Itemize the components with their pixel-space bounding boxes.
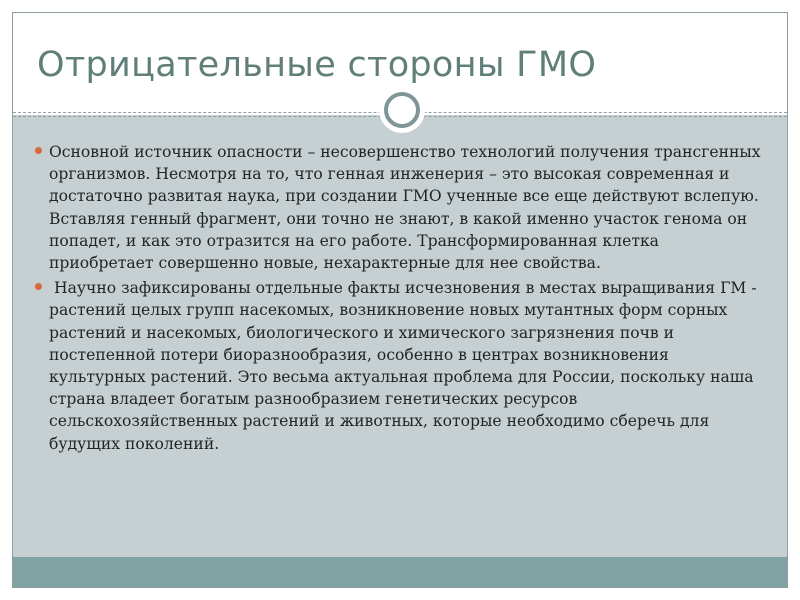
bullet-item (35, 277, 765, 455)
circle-ring-icon (379, 87, 425, 133)
circle-ring-inner (384, 92, 420, 128)
footer-band (13, 557, 787, 587)
bullet-dot-icon (35, 147, 42, 154)
bullet-list (35, 141, 765, 458)
slide-frame (12, 12, 788, 588)
bullet-text: Основной источник опасности – несовершенство технологий получения трансгенных организмов. Несмотря на то, что генная инженерия – это высокая современная и достаточно развитая наука, при создании ГМО ученные все еще действуют вслепую. Вставляя генный фрагмент, они точно не знают, в какой именно участок генома он попадет, и как это отразится на его работе. Трансформированная клетка приобретает совершенно новые, нехарактерные для нее свойства. (49, 143, 766, 273)
bullet-text: Научно зафиксированы отдельные факты исчезновения в местах выращивания ГМ - растений целых групп насекомых, возникновение новых мутантных форм сорных растений и насекомых, биологического и химического загрязнения почв и постепенной потери биоразнообразия, особенно в центрах возникновения культурных растений. Это весьма актуальная проблема для России, поскольку наша страна владеет богатым разнообразием генетических ресурсов сельскохозяйственных растений и животных, которые необходимо сберечь для будущих поколений. (49, 279, 762, 453)
bullet-dot-icon (35, 283, 42, 290)
slide-title: Отрицательные стороны ГМО (37, 45, 597, 85)
bullet-item (35, 141, 765, 274)
